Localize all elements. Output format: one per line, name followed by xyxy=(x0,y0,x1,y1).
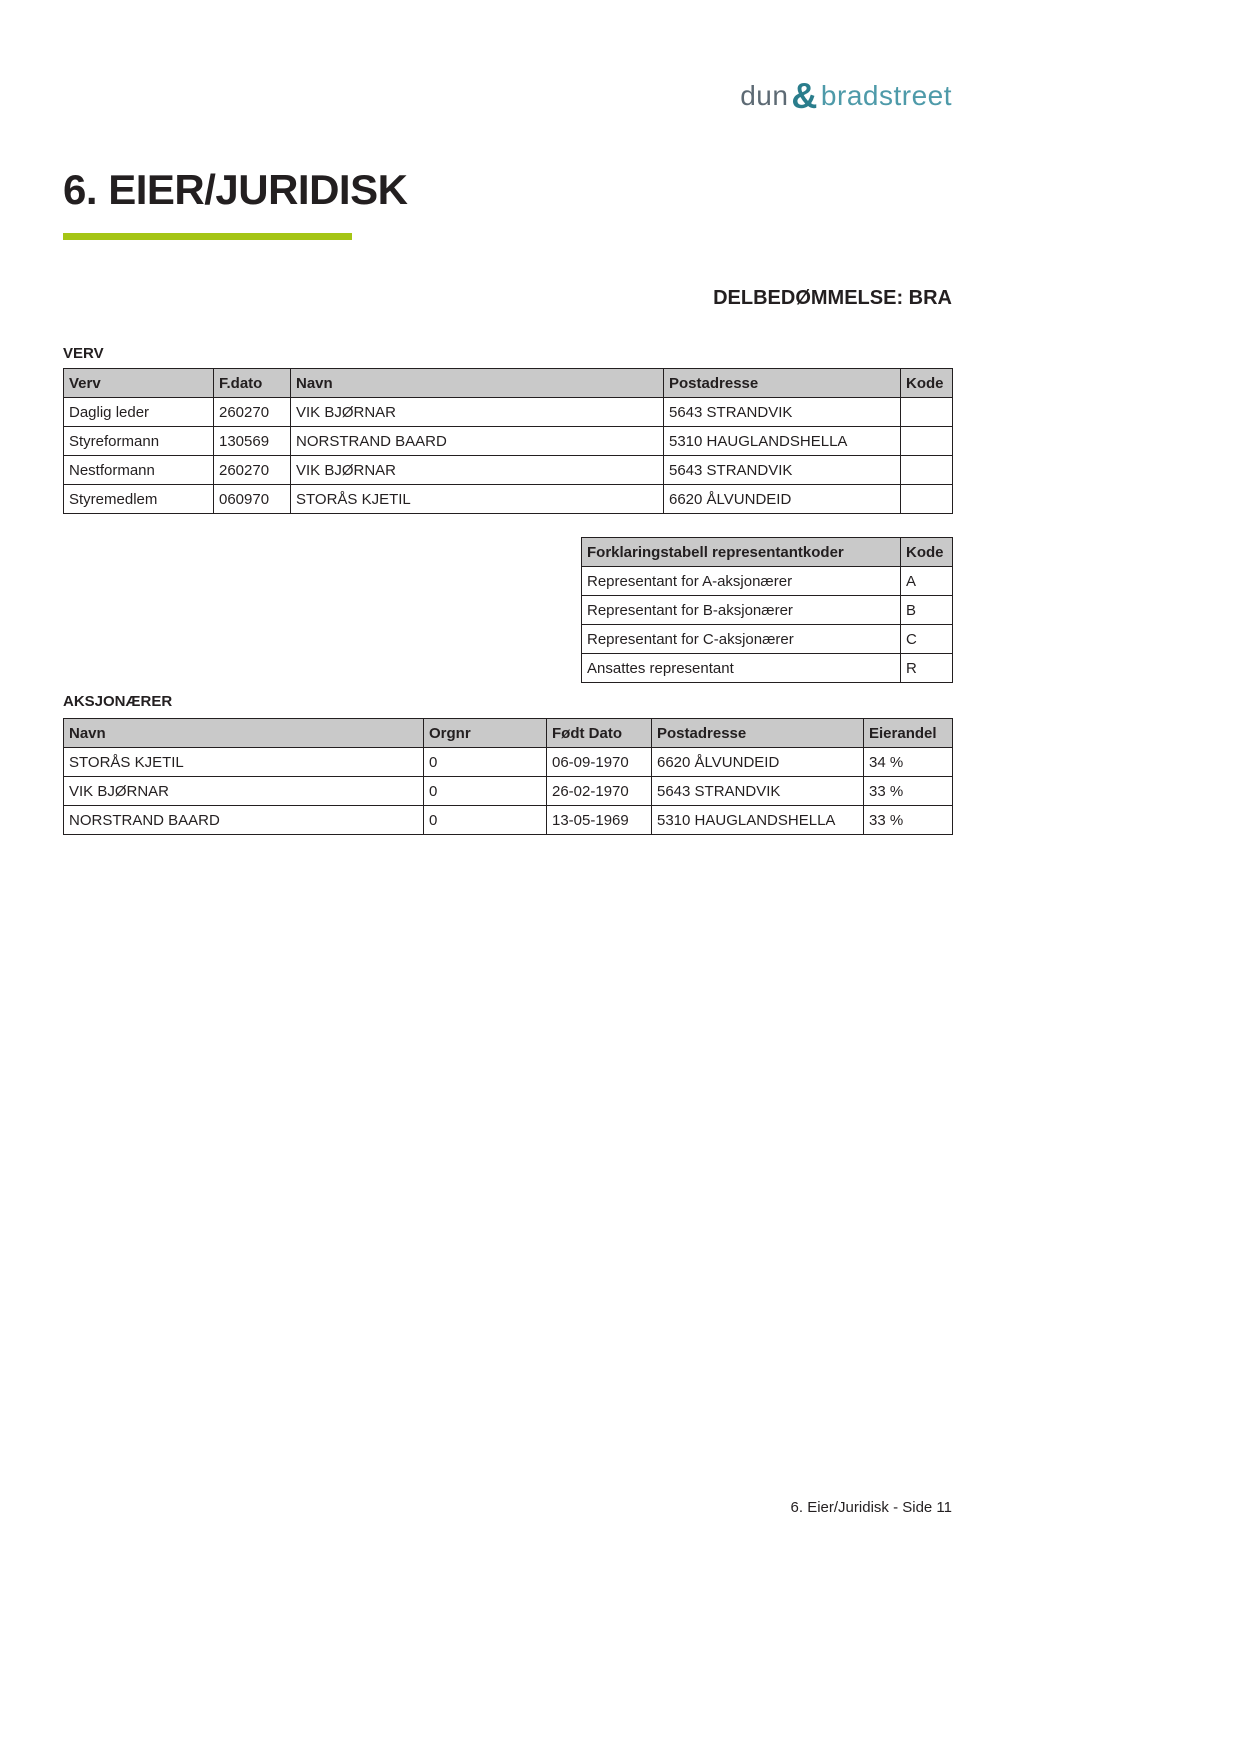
table-cell xyxy=(901,427,953,456)
table-row xyxy=(64,485,953,514)
ampersand-icon: & xyxy=(791,75,818,116)
table-cell: Daglig leder xyxy=(64,398,214,427)
table-row xyxy=(582,596,953,625)
column-header: Forklaringstabell representantkoder xyxy=(582,538,901,567)
table-cell: 5310 HAUGLANDSHELLA xyxy=(652,806,864,835)
logo-text-bradstreet: bradstreet xyxy=(820,80,952,111)
table-header-row xyxy=(64,369,953,398)
column-header: Født Dato xyxy=(547,719,652,748)
column-header: Navn xyxy=(291,369,664,398)
table-cell: 0 xyxy=(424,777,547,806)
table-cell: Nestformann xyxy=(64,456,214,485)
column-header: Kode xyxy=(901,369,953,398)
table-cell: 26-02-1970 xyxy=(547,777,652,806)
accent-bar xyxy=(63,233,352,240)
table-cell xyxy=(901,456,953,485)
table-cell: 060970 xyxy=(214,485,291,514)
column-header: Eierandel xyxy=(864,719,953,748)
table-cell: Representant for C-aksjonærer xyxy=(582,625,901,654)
logo-text-dun: dun xyxy=(740,80,789,111)
representantkoder-table xyxy=(581,537,953,683)
table-row xyxy=(64,777,953,806)
table-cell: 06-09-1970 xyxy=(547,748,652,777)
table-cell: 5310 HAUGLANDSHELLA xyxy=(664,427,901,456)
aksjonaerer-section-label: AKSJONÆRER xyxy=(63,693,173,710)
table-cell: 33 % xyxy=(864,777,953,806)
table-cell: Ansattes representant xyxy=(582,654,901,683)
table-cell: 6620 ÅLVUNDEID xyxy=(664,485,901,514)
table-cell: C xyxy=(901,625,953,654)
table-row xyxy=(64,456,953,485)
verv-table xyxy=(63,368,953,514)
table-row xyxy=(582,625,953,654)
table-cell: 5643 STRANDVIK xyxy=(664,398,901,427)
table-cell: A xyxy=(901,567,953,596)
table-cell: NORSTRAND BAARD xyxy=(291,427,664,456)
table-cell: VIK BJØRNAR xyxy=(64,777,424,806)
table-cell: STORÅS KJETIL xyxy=(64,748,424,777)
column-header: F.dato xyxy=(214,369,291,398)
table-row xyxy=(64,748,953,777)
table-cell: 260270 xyxy=(214,398,291,427)
table-header-row xyxy=(64,719,953,748)
assessment-text: DELBEDØMMELSE: BRA xyxy=(713,287,952,309)
table-cell xyxy=(901,485,953,514)
table-cell: 5643 STRANDVIK xyxy=(664,456,901,485)
page-title: 6. EIER/JURIDISK xyxy=(63,166,408,213)
column-header: Postadresse xyxy=(664,369,901,398)
table-cell: Representant for A-aksjonærer xyxy=(582,567,901,596)
column-header: Kode xyxy=(901,538,953,567)
table-cell: Styremedlem xyxy=(64,485,214,514)
table-cell: 34 % xyxy=(864,748,953,777)
table-row xyxy=(64,806,953,835)
table-cell: VIK BJØRNAR xyxy=(291,398,664,427)
aksjonaerer-table xyxy=(63,718,953,835)
verv-section-label: VERV xyxy=(63,345,104,362)
table-cell: Styreformann xyxy=(64,427,214,456)
table-row xyxy=(64,398,953,427)
table-cell: VIK BJØRNAR xyxy=(291,456,664,485)
table-cell: 0 xyxy=(424,806,547,835)
table-cell: B xyxy=(901,596,953,625)
table-header-row xyxy=(582,538,953,567)
table-cell: 0 xyxy=(424,748,547,777)
table-cell xyxy=(901,398,953,427)
column-header: Postadresse xyxy=(652,719,864,748)
table-cell: 13-05-1969 xyxy=(547,806,652,835)
page-footer: 6. Eier/Juridisk - Side 11 xyxy=(790,1499,952,1516)
column-header: Verv xyxy=(64,369,214,398)
dun-bradstreet-logo xyxy=(740,72,952,114)
table-cell: STORÅS KJETIL xyxy=(291,485,664,514)
column-header: Orgnr xyxy=(424,719,547,748)
table-cell: 5643 STRANDVIK xyxy=(652,777,864,806)
table-cell: NORSTRAND BAARD xyxy=(64,806,424,835)
table-cell: 260270 xyxy=(214,456,291,485)
table-cell: 33 % xyxy=(864,806,953,835)
table-cell: Representant for B-aksjonærer xyxy=(582,596,901,625)
table-cell: R xyxy=(901,654,953,683)
table-cell: 130569 xyxy=(214,427,291,456)
table-cell: 6620 ÅLVUNDEID xyxy=(652,748,864,777)
column-header: Navn xyxy=(64,719,424,748)
table-row xyxy=(582,567,953,596)
table-row xyxy=(582,654,953,683)
table-row xyxy=(64,427,953,456)
